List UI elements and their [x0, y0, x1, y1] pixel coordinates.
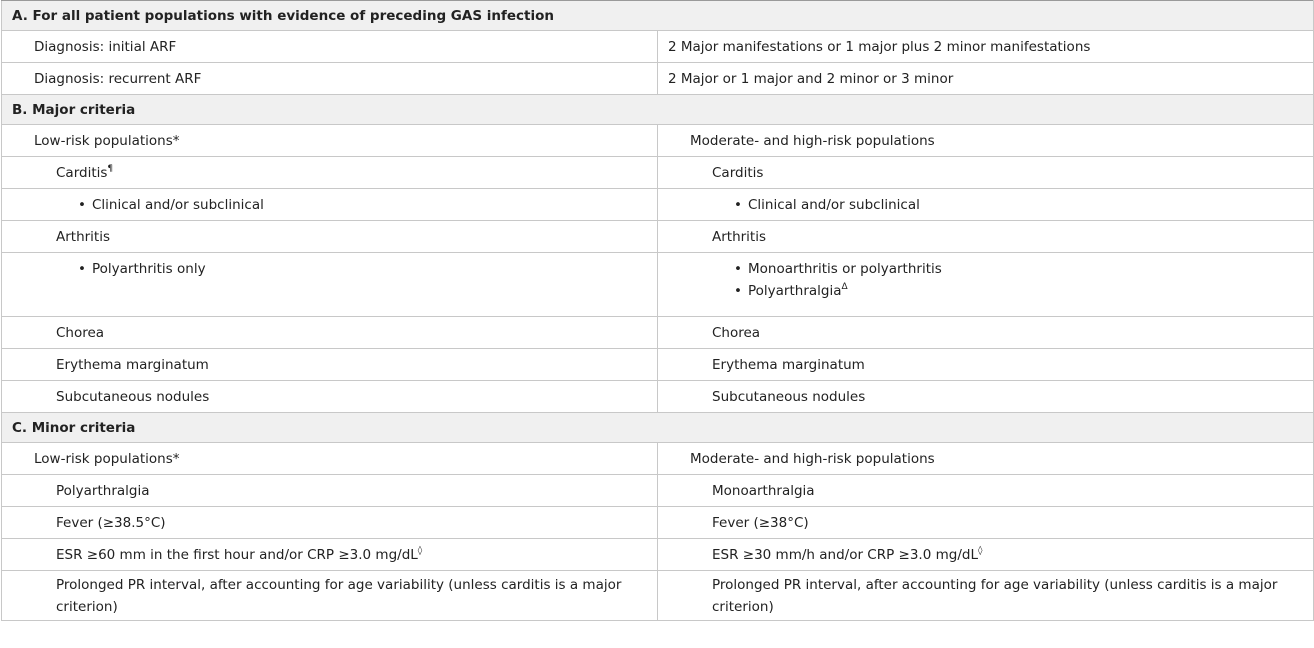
- minor-high-pr-interval: Prolonged PR interval, after accounting for age variability (unless carditis is a major criterion): [658, 571, 1314, 621]
- pilcrow-footnote-mark: ¶: [107, 164, 114, 174]
- bullet-list: [712, 258, 1303, 302]
- section-b-title: B. Major criteria: [2, 95, 1314, 125]
- lozenge-footnote-mark: ◊: [417, 546, 423, 556]
- table-row: [2, 63, 1314, 95]
- major-high-carditis-detail: [658, 189, 1314, 221]
- table-row: [2, 443, 1314, 475]
- minor-high-esr-text: ESR ≥30 mm/h and/or CRP ≥3.0 mg/dL: [712, 547, 978, 563]
- list-item: • Monoarthritis or polyarthritis: [734, 258, 1303, 280]
- arf-criteria-table: [1, 0, 1314, 621]
- major-high-nodules: Subcutaneous nodules: [658, 381, 1314, 413]
- cell-recurrent-arf-value: 2 Major or 1 major and 2 minor or 3 minor: [658, 63, 1314, 95]
- major-low-arthritis: Arthritis: [2, 221, 658, 253]
- major-high-risk-heading: Moderate- and high-risk populations: [658, 125, 1314, 157]
- section-c-title: C. Minor criteria: [2, 413, 1314, 443]
- minor-low-esr: [2, 539, 658, 571]
- major-low-nodules: Subcutaneous nodules: [2, 381, 658, 413]
- minor-high-risk-heading: Moderate- and high-risk populations: [658, 443, 1314, 475]
- table-row: [2, 349, 1314, 381]
- minor-low-pr-interval: Prolonged PR interval, after accounting for age variability (unless carditis is a major criterion): [2, 571, 658, 621]
- section-header-a: [2, 1, 1314, 31]
- list-item: • Polyarthritis only: [78, 258, 647, 280]
- table-row: [2, 507, 1314, 539]
- table-row: [2, 475, 1314, 507]
- major-low-carditis-detail: [2, 189, 658, 221]
- table-row: [2, 221, 1314, 253]
- list-item: • Clinical and/or subclinical: [78, 194, 647, 216]
- minor-high-fever: Fever (≥38°C): [658, 507, 1314, 539]
- table-row: [2, 189, 1314, 221]
- major-high-erythema: Erythema marginatum: [658, 349, 1314, 381]
- polyarthralgia-text: Polyarthralgia: [748, 283, 842, 299]
- major-high-carditis: Carditis: [658, 157, 1314, 189]
- table-row: [2, 125, 1314, 157]
- minor-low-fever: Fever (≥38.5°C): [2, 507, 658, 539]
- major-low-chorea: Chorea: [2, 317, 658, 349]
- table-row: [2, 157, 1314, 189]
- table-row: [2, 317, 1314, 349]
- major-high-arthritis: Arthritis: [658, 221, 1314, 253]
- minor-low-esr-text: ESR ≥60 mm in the first hour and/or CRP ≥3.0 mg/dL: [56, 547, 418, 563]
- major-low-risk-heading: Low-risk populations*: [2, 125, 658, 157]
- section-header-b: [2, 95, 1314, 125]
- cell-recurrent-arf-label: Diagnosis: recurrent ARF: [2, 63, 658, 95]
- minor-low-arthralgia: Polyarthralgia: [2, 475, 658, 507]
- minor-high-arthralgia: Monoarthralgia: [658, 475, 1314, 507]
- major-high-chorea: Chorea: [658, 317, 1314, 349]
- list-item: [734, 280, 1303, 302]
- delta-footnote-mark: Δ: [841, 282, 848, 292]
- table-row: [2, 253, 1314, 317]
- table-row: [2, 539, 1314, 571]
- table-row: [2, 31, 1314, 63]
- major-low-carditis: [2, 157, 658, 189]
- major-low-erythema: Erythema marginatum: [2, 349, 658, 381]
- bullet-list: [712, 194, 1303, 216]
- minor-high-esr: [658, 539, 1314, 571]
- table-row: [2, 571, 1314, 621]
- major-low-arthritis-detail: [2, 253, 658, 317]
- minor-low-risk-heading: Low-risk populations*: [2, 443, 658, 475]
- major-high-arthritis-detail: [658, 253, 1314, 317]
- lozenge-footnote-mark: ◊: [977, 546, 983, 556]
- list-item: • Clinical and/or subclinical: [734, 194, 1303, 216]
- section-header-c: [2, 413, 1314, 443]
- section-a-title: A. For all patient populations with evidence of preceding GAS infection: [2, 1, 1314, 31]
- major-low-carditis-text: Carditis: [56, 165, 108, 181]
- bullet-list: [56, 258, 647, 280]
- table-row: [2, 381, 1314, 413]
- cell-initial-arf-label: Diagnosis: initial ARF: [2, 31, 658, 63]
- cell-initial-arf-value: 2 Major manifestations or 1 major plus 2 minor manifestations: [658, 31, 1314, 63]
- bullet-list: [56, 194, 647, 216]
